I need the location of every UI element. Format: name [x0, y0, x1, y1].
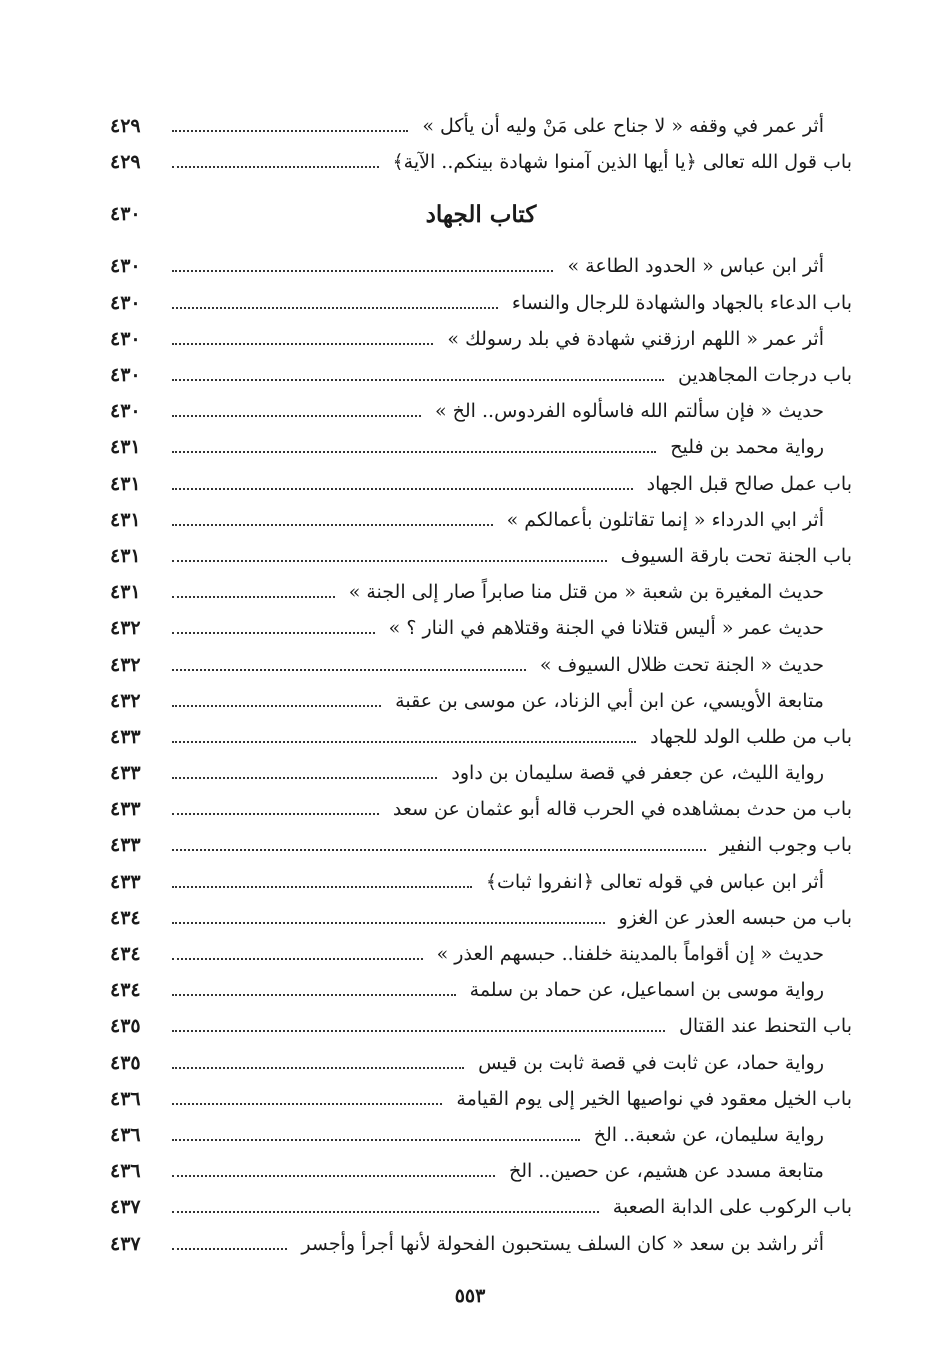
toc-entry [110, 466, 852, 502]
entry-title: حديث عمر « أليس قتلانا في الجنة وقتلاهم في النار ؟ » [388, 617, 824, 640]
entry-title: أثر راشد بن سعد « كان السلف يستحبون الفحولة لأنها أجرأ وأجسر [301, 1232, 824, 1255]
entry-title: باب وجوب النفير [719, 834, 852, 857]
dot-leader [172, 488, 633, 490]
entry-page-number: ٤٣٠ [110, 327, 141, 350]
entry-title: باب الركوب على الدابة الصعبة [612, 1196, 852, 1219]
dot-leader [172, 886, 472, 888]
entry-title: رواية حماد، عن ثابت في قصة ثابت بن قيس [478, 1051, 824, 1074]
dot-leader [172, 813, 379, 815]
toc-entry [110, 1117, 852, 1153]
entry-title: أثر ابن عباس « الحدود الطاعة » [567, 255, 824, 278]
dot-leader [172, 1067, 464, 1069]
entry-title: متابعة مسدد عن هشيم، عن حصين.. الخ [508, 1160, 824, 1183]
entry-page-number: ٤٢٩ [110, 151, 141, 174]
toc-entry [110, 429, 852, 465]
entry-page-number: ٤٣٦ [110, 1087, 141, 1110]
toc-entry [110, 1225, 852, 1261]
entry-title: باب درجات المجاهدين [678, 364, 852, 387]
toc-entry [110, 1081, 852, 1117]
toc-entry [110, 719, 852, 755]
entry-page-number: ٤٣٣ [110, 870, 141, 893]
toc-entry [110, 646, 852, 682]
toc-entry [110, 610, 852, 646]
toc-entry [110, 864, 852, 900]
dot-leader [172, 1139, 580, 1141]
dot-leader [172, 1211, 599, 1213]
entry-page-number: ٤٣٣ [110, 725, 141, 748]
toc-entry [110, 755, 852, 791]
entry-title: باب من حدث بمشاهده في الحرب قاله أبو عثمان عن سعد [392, 798, 852, 821]
entry-title: حديث المغيرة بن شعبة « من قتل منا صابراً صار إلى الجنة » [348, 581, 824, 604]
entry-page-number: ٤٣٦ [110, 1160, 141, 1183]
dot-leader [172, 270, 553, 272]
dot-leader [172, 524, 493, 526]
toc-entry [110, 827, 852, 863]
entry-page-number: ٤٣٣ [110, 798, 141, 821]
dot-leader [172, 994, 456, 996]
dot-leader [172, 1175, 495, 1177]
entry-title: باب الجنة تحت بارقة السيوف [620, 544, 852, 567]
entry-title: باب الدعاء بالجهاد والشهادة للرجال والنساء [511, 291, 852, 314]
dot-leader [172, 741, 636, 743]
entry-title: أثر ابي الدرداء « إنما تقاتلون بأعمالكم » [506, 508, 824, 531]
dot-leader [172, 415, 421, 417]
dot-leader [172, 849, 706, 851]
toc-entry [110, 108, 852, 144]
section-heading [110, 180, 852, 248]
entry-title: رواية موسى بن اسماعيل، عن حماد بن سلمة [469, 979, 824, 1002]
entry-title: رواية محمد بن فليح [670, 436, 824, 459]
toc-entry [110, 502, 852, 538]
dot-leader [172, 1248, 287, 1250]
entry-page-number: ٤٣١ [110, 581, 141, 604]
entry-page-number: ٤٣٧ [110, 1232, 141, 1255]
toc-entry [110, 683, 852, 719]
entry-page-number: ٤٣٥ [110, 1051, 141, 1074]
entry-title: رواية سليمان، عن شعبة.. الخ [593, 1123, 824, 1146]
entry-page-number: ٤٣٠ [110, 364, 141, 387]
entry-page-number: ٤٣٣ [110, 834, 141, 857]
entry-title: باب قول الله تعالى ﴿يا أيها الذين آمنوا شهادة بينكم.. الآية﴾ [392, 151, 852, 174]
dot-leader [172, 1030, 665, 1032]
toc-entry [110, 1189, 852, 1225]
toc-entry [110, 900, 852, 936]
entry-title: حديث « إن أقواماً بالمدينة خلفنا.. حبسهم العذر » [436, 943, 824, 966]
toc-entry [110, 1045, 852, 1081]
entry-page-number: ٤٣٧ [110, 1196, 141, 1219]
entry-page-number: ٤٣٥ [110, 1015, 141, 1038]
entry-title: أثر عمر « اللهم ارزقني شهادة في بلد رسولك » [447, 327, 824, 350]
entry-title: رواية الليث، عن جعفر في قصة سليمان بن داود [451, 762, 824, 785]
entry-page-number: ٤٣١ [110, 544, 141, 567]
toc-entry [110, 538, 852, 574]
dot-leader [172, 560, 607, 562]
section-page-number: ٤٣٠ [110, 203, 141, 226]
toc-entry [110, 791, 852, 827]
toc-entry [110, 936, 852, 972]
dot-leader [172, 777, 437, 779]
entry-title: باب عمل صالح قبل الجهاد [646, 472, 852, 495]
entry-title: متابعة الأويسي، عن ابن أبي الزناد، عن موسى بن عقبة [395, 689, 824, 712]
entry-title: أثر ابن عباس في قوله تعالى ﴿انفروا ثبات﴾ [485, 870, 824, 893]
toc-entry [110, 1008, 852, 1044]
toc-entry [110, 972, 852, 1008]
entry-page-number: ٤٣٠ [110, 400, 141, 423]
entry-page-number: ٤٣٠ [110, 255, 141, 278]
entry-page-number: ٤٣٠ [110, 291, 141, 314]
entry-page-number: ٤٣٦ [110, 1123, 141, 1146]
dot-leader [172, 596, 335, 598]
toc-entry [110, 144, 852, 180]
dot-leader [172, 379, 664, 381]
dot-leader [172, 632, 375, 634]
toc-entry [110, 321, 852, 357]
entry-page-number: ٤٣١ [110, 508, 141, 531]
entry-list [110, 248, 852, 1261]
dot-leader [172, 958, 423, 960]
dot-leader [172, 307, 498, 309]
toc-entry [110, 574, 852, 610]
dot-leader [172, 669, 526, 671]
entry-page-number: ٤٣١ [110, 436, 141, 459]
toc-entry [110, 285, 852, 321]
entry-title: باب من حبسه العذر عن الغزو [618, 906, 852, 929]
dot-leader [172, 1103, 442, 1105]
entry-title: باب الخيل معقود في نواصيها الخير إلى يوم القيامة [456, 1087, 852, 1110]
entry-page-number: ٤٣٢ [110, 653, 141, 676]
entry-title: حديث « الجنة تحت ظلال السيوف » [539, 653, 824, 676]
toc-entry [110, 393, 852, 429]
entry-title: أثر عمر في وقفه « لا جناح على مَنْ وليه أن يأكل » [422, 115, 824, 138]
entry-page-number: ٤٣٢ [110, 617, 141, 640]
entry-page-number: ٤٢٩ [110, 115, 141, 138]
entry-page-number: ٤٣٢ [110, 689, 141, 712]
page-folio: ٥٥٣ [454, 1285, 486, 1307]
toc-entry [110, 357, 852, 393]
entry-page-number: ٤٣٣ [110, 762, 141, 785]
entry-page-number: ٤٣٤ [110, 943, 141, 966]
section-title: كتاب الجهاد [425, 200, 537, 228]
dot-leader [172, 705, 381, 707]
dot-leader [172, 166, 379, 168]
entry-title: باب التحنط عند القتال [679, 1015, 852, 1038]
entry-title: باب من طلب الولد للجهاد [650, 725, 852, 748]
entry-page-number: ٤٣١ [110, 472, 141, 495]
table-of-contents [110, 108, 852, 1262]
dot-leader [172, 343, 433, 345]
toc-entry [110, 248, 852, 284]
entry-page-number: ٤٣٤ [110, 906, 141, 929]
entry-title: حديث « فإن سألتم الله فاسألوه الفردوس.. الخ » [434, 400, 824, 423]
entry-page-number: ٤٣٤ [110, 979, 141, 1002]
toc-entry [110, 1153, 852, 1189]
dot-leader [172, 922, 605, 924]
dot-leader [172, 451, 656, 453]
dot-leader [172, 130, 408, 132]
